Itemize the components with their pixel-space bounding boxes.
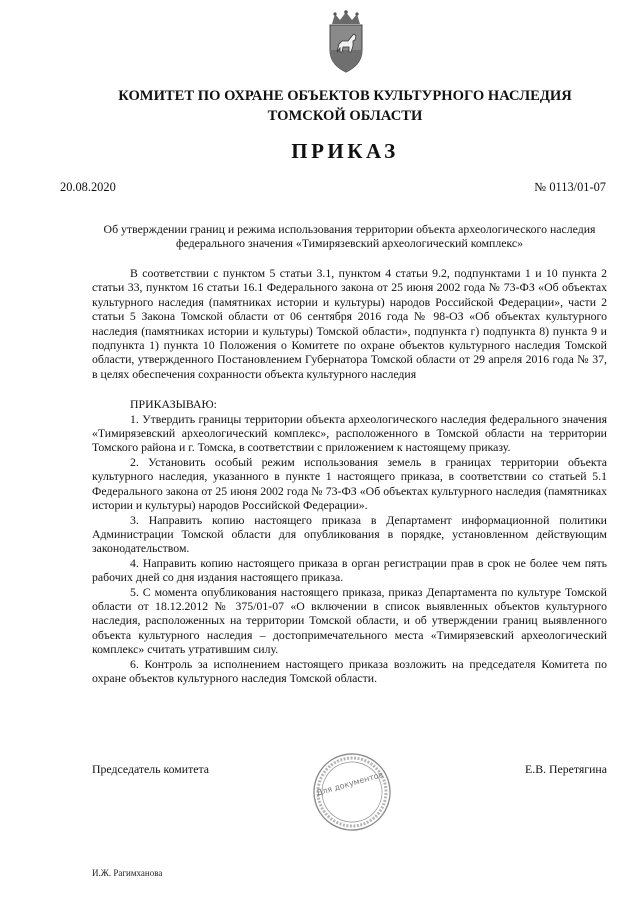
order-item: 4. Направить копию настоящего приказа в орган регистрации прав в срок не более чем пять рабочих дней со дня издания настоящего приказа. [92,555,607,585]
order-item: 3. Направить копию настоящего приказа в Департамент информационной политики Администрации Томской области для опубликования в порядке, установленном действующим законодательством. [92,512,607,556]
order-body [92,266,607,685]
executor-name: И.Ж. Рагимханова [92,868,163,878]
signatory-name: Е.В. Перетягина [525,762,607,776]
document-type-title: ПРИКАЗ [291,139,399,163]
organization-name-line1: КОМИТЕТ ПО ОХРАНЕ ОБЪЕКТОВ КУЛЬТУРНОГО НАСЛЕДИЯ [118,88,572,104]
tomsk-region-coat-of-arms-icon [318,10,374,74]
order-number: № 0113/01-07 [534,180,606,194]
order-item: 2. Установить особый режим использования земель в границах территории объекта культурного наследия, указанного в пункте 1 настоящего приказа, в соответствии со статьей 5.1 Федерального закона от 25 июня 2002 года № 73-ФЗ «Об объектах культурного наследия (памятниках истории и культуры) народов Российской Федерации». [92,454,607,513]
order-item: 6. Контроль за исполнением настоящего приказа возложить на председателя Комитета по охране объектов культурного наследия Томской области. [92,656,607,685]
official-stamp [303,743,402,842]
organization-name [60,86,630,126]
order-item: 1. Утвердить границы территории объекта археологического наследия федерального значения «Тимирязевский археологический комплекс», расположенного в Томской области на территории Томского района и г. Томска, в соответствии с приложением к настоящему приказу. [92,411,607,455]
organization-name-line2: ТОМСКОЙ ОБЛАСТИ [267,108,423,124]
order-date: 20.08.2020 [60,180,116,194]
decree-word: ПРИКАЗЫВАЮ: [130,397,217,412]
order-item: 5. С момента опубликования настоящего приказа, приказ Департамента по культуре Томской области от 18.12.2012 № 375/01-07 «О включении в список выявленных объектов культурного наследия, расположенных на территории Томской области, и об утверждении границ выявленного объекта культурного наследия – достопримечательного места «Тимирязевский археологический комплекс» считать утратившим силу. [92,584,607,657]
signatory-position: Председатель комитета [92,762,210,776]
preamble-paragraph: В соответствии с пунктом 5 статьи 3.1, пунктом 4 статьи 9.2, подпунктами 1 и 10 пункта 2 статьи 33, пунктом 16 статьи 16.1 Федерального закона от 25 июня 2002 года № 73-ФЗ «Об объектах культурного наследия (памятниках истории и культуры) народов Российской Федерации», части 2 статьи 5 Закона Томской области от 06 сентября 2016 года № 98-ОЗ «Об объектах культурного наследия (памятниках истории и культуры) Томской области», подпункта г) подпункта 8) пункта 9 и подпункта 1) пункта 10 Положения о Комитете по охране объектов культурного наследия Томской области, утвержденного Постановлением Губернатора Томской области от 29 апреля 2016 года № 37, в целях обеспечения сохранности объекта культурного наследия [92,266,607,381]
order-subject: Об утверждении границ и режима использования территории объекта археологического наследия федерального значения «Тимирязевский археологический комплекс» [103,222,596,251]
stamp-text: Для документов [315,769,385,798]
